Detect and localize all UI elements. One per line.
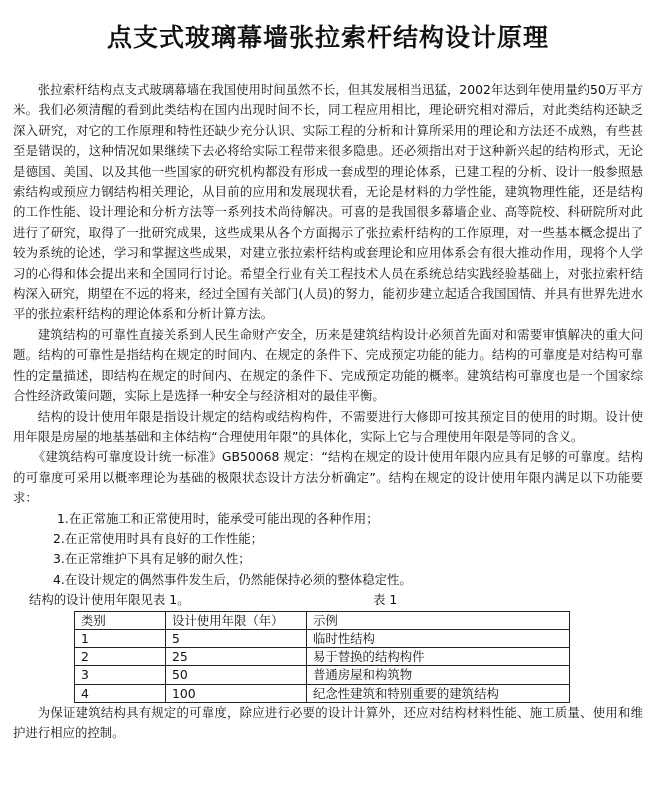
paragraph-standard: 《建筑结构可靠度设计统一标准》GB50068 规定：“结构在规定的设计使用年限内应具有足够的可靠度。结构的可靠度可采用以概率理论为基础的极限状态设计方法分析确定”。结构在规定的设计使用年限内满足以下功能要求： [13,449,643,506]
requirement-item: 2.在正常使用时具有良好的工作性能； [53,530,264,546]
table-header-category: 类别 [75,611,166,629]
table-cell: 临时性结构 [307,629,570,647]
table-cell: 100 [166,684,307,702]
table-caption: 表 1 [373,592,398,608]
table-cell: 4 [75,684,166,702]
requirement-item: 4.在设计规定的偶然事件发生后，仍然能保持必须的整体稳定性。 [53,571,412,587]
table-header-row [75,611,570,629]
document-title: 点支式玻璃幕墙张拉索杆结构设计原理 [106,23,549,52]
requirements-list [13,509,643,591]
table-header-example: 示例 [307,611,570,629]
table-row [75,648,570,666]
table-cell: 纪念性建筑和特别重要的建筑结构 [307,684,570,702]
table-cell: 3 [75,666,166,684]
paragraph-closing: 为保证建筑结构具有规定的可靠度，除应进行必要的设计计算外，还应对结构材料性能、施工质量、使用和维护进行相应的控制。 [13,705,643,741]
table-cell: 1 [75,629,166,647]
service-life-table [74,611,570,703]
table-row [75,684,570,702]
table-intro-row [13,590,643,610]
table-cell: 普通房屋和构筑物 [307,666,570,684]
table-cell: 2 [75,648,166,666]
table-row [75,629,570,647]
table-header-years: 设计使用年限（年） [166,611,307,629]
table-cell: 5 [166,629,307,647]
table-intro-text: 结构的设计使用年限见表 1。 [29,592,190,608]
paragraph-intro: 张拉索杆结构点支式玻璃幕墙在我国使用时间虽然不长，但其发展相当迅猛，2002年达到年使用量约50万平方米。我们必须清醒的看到此类结构在国内出现时间不长，同工程应用相比，理论研究相对滞后，对此类结构还缺乏深入研究，对它的工作原理和特性还缺少充分认识、实际工程的分析和计算所采用的理论和方法还不成熟，有些甚至是错误的，这种情况如果继续下去必将给实际工程带来很多隐患。还必须指出对于这种新兴起的结构形式，无论是德国、美国、以及其他一些国家的研究机构都没有形成一套成型的理论体系，已建工程的分析、设计一般参照悬索结构或预应力钢结构相关理论，从目前的应用和发展现状看，无论是材料的力学性能，建筑物理性能，还是结构的工作性能、设计理论和分析方法等一系列技术尚待解决。可喜的是我国很多幕墙企业、高等院校、科研院所对此进行了研究，取得了一批研究成果，这些成果从各个方面揭示了张拉索杆结构的工作原理，对一些基本概念提出了较为系统的论述，学习和掌握这些成果，对建立张拉索杆结构或套理论和应用体系会有很大推动作用，现将个人学习的心得和体会提出来和全国同行讨论。希望全行业有关工程技术人员在系统总结实践经验基础上，对张拉索杆结构深入研究，期望在不远的将来，经过全国有关部门(人员)的努力，能初步建立起适合我国国情、并具有世界先进水平的张拉索杆结构的理论体系和分析计算方法。 [13,82,643,322]
requirement-item: 1.在正常施工和正常使用时，能承受可能出现的各种作用； [57,510,379,526]
requirement-item: 3.在正常维护下具有足够的耐久性； [53,551,251,567]
document-body [13,80,643,744]
paragraph-service-life: 结构的设计使用年限是指设计规定的结构或结构构件，不需要进行大修即可按其预定目的使用的时期。设计使用年限是房屋的地基基础和主体结构“合理使用年限”的具体化，实际上它与合理使用年限是等同的含义。 [13,408,643,444]
table-row [75,666,570,684]
table-cell: 易于替换的结构构件 [307,648,570,666]
table-cell: 25 [166,648,307,666]
table-cell: 50 [166,666,307,684]
paragraph-reliability: 建筑结构的可靠性直接关系到人民生命财产安全，历来是建筑结构设计必须首先面对和需要审慎解决的重大问题。结构的可靠性是指结构在规定的时间内、在规定的条件下、完成预定功能的能力。结构的可靠度是对结构可靠性的定量描述，即结构在规定的时间内、在规定的条件下、完成预定功能的概率。建筑结构可靠度也是一个国家综合性经济政策问题，实际上是选择一种安全与经济相对的最佳平衡。 [13,326,643,404]
